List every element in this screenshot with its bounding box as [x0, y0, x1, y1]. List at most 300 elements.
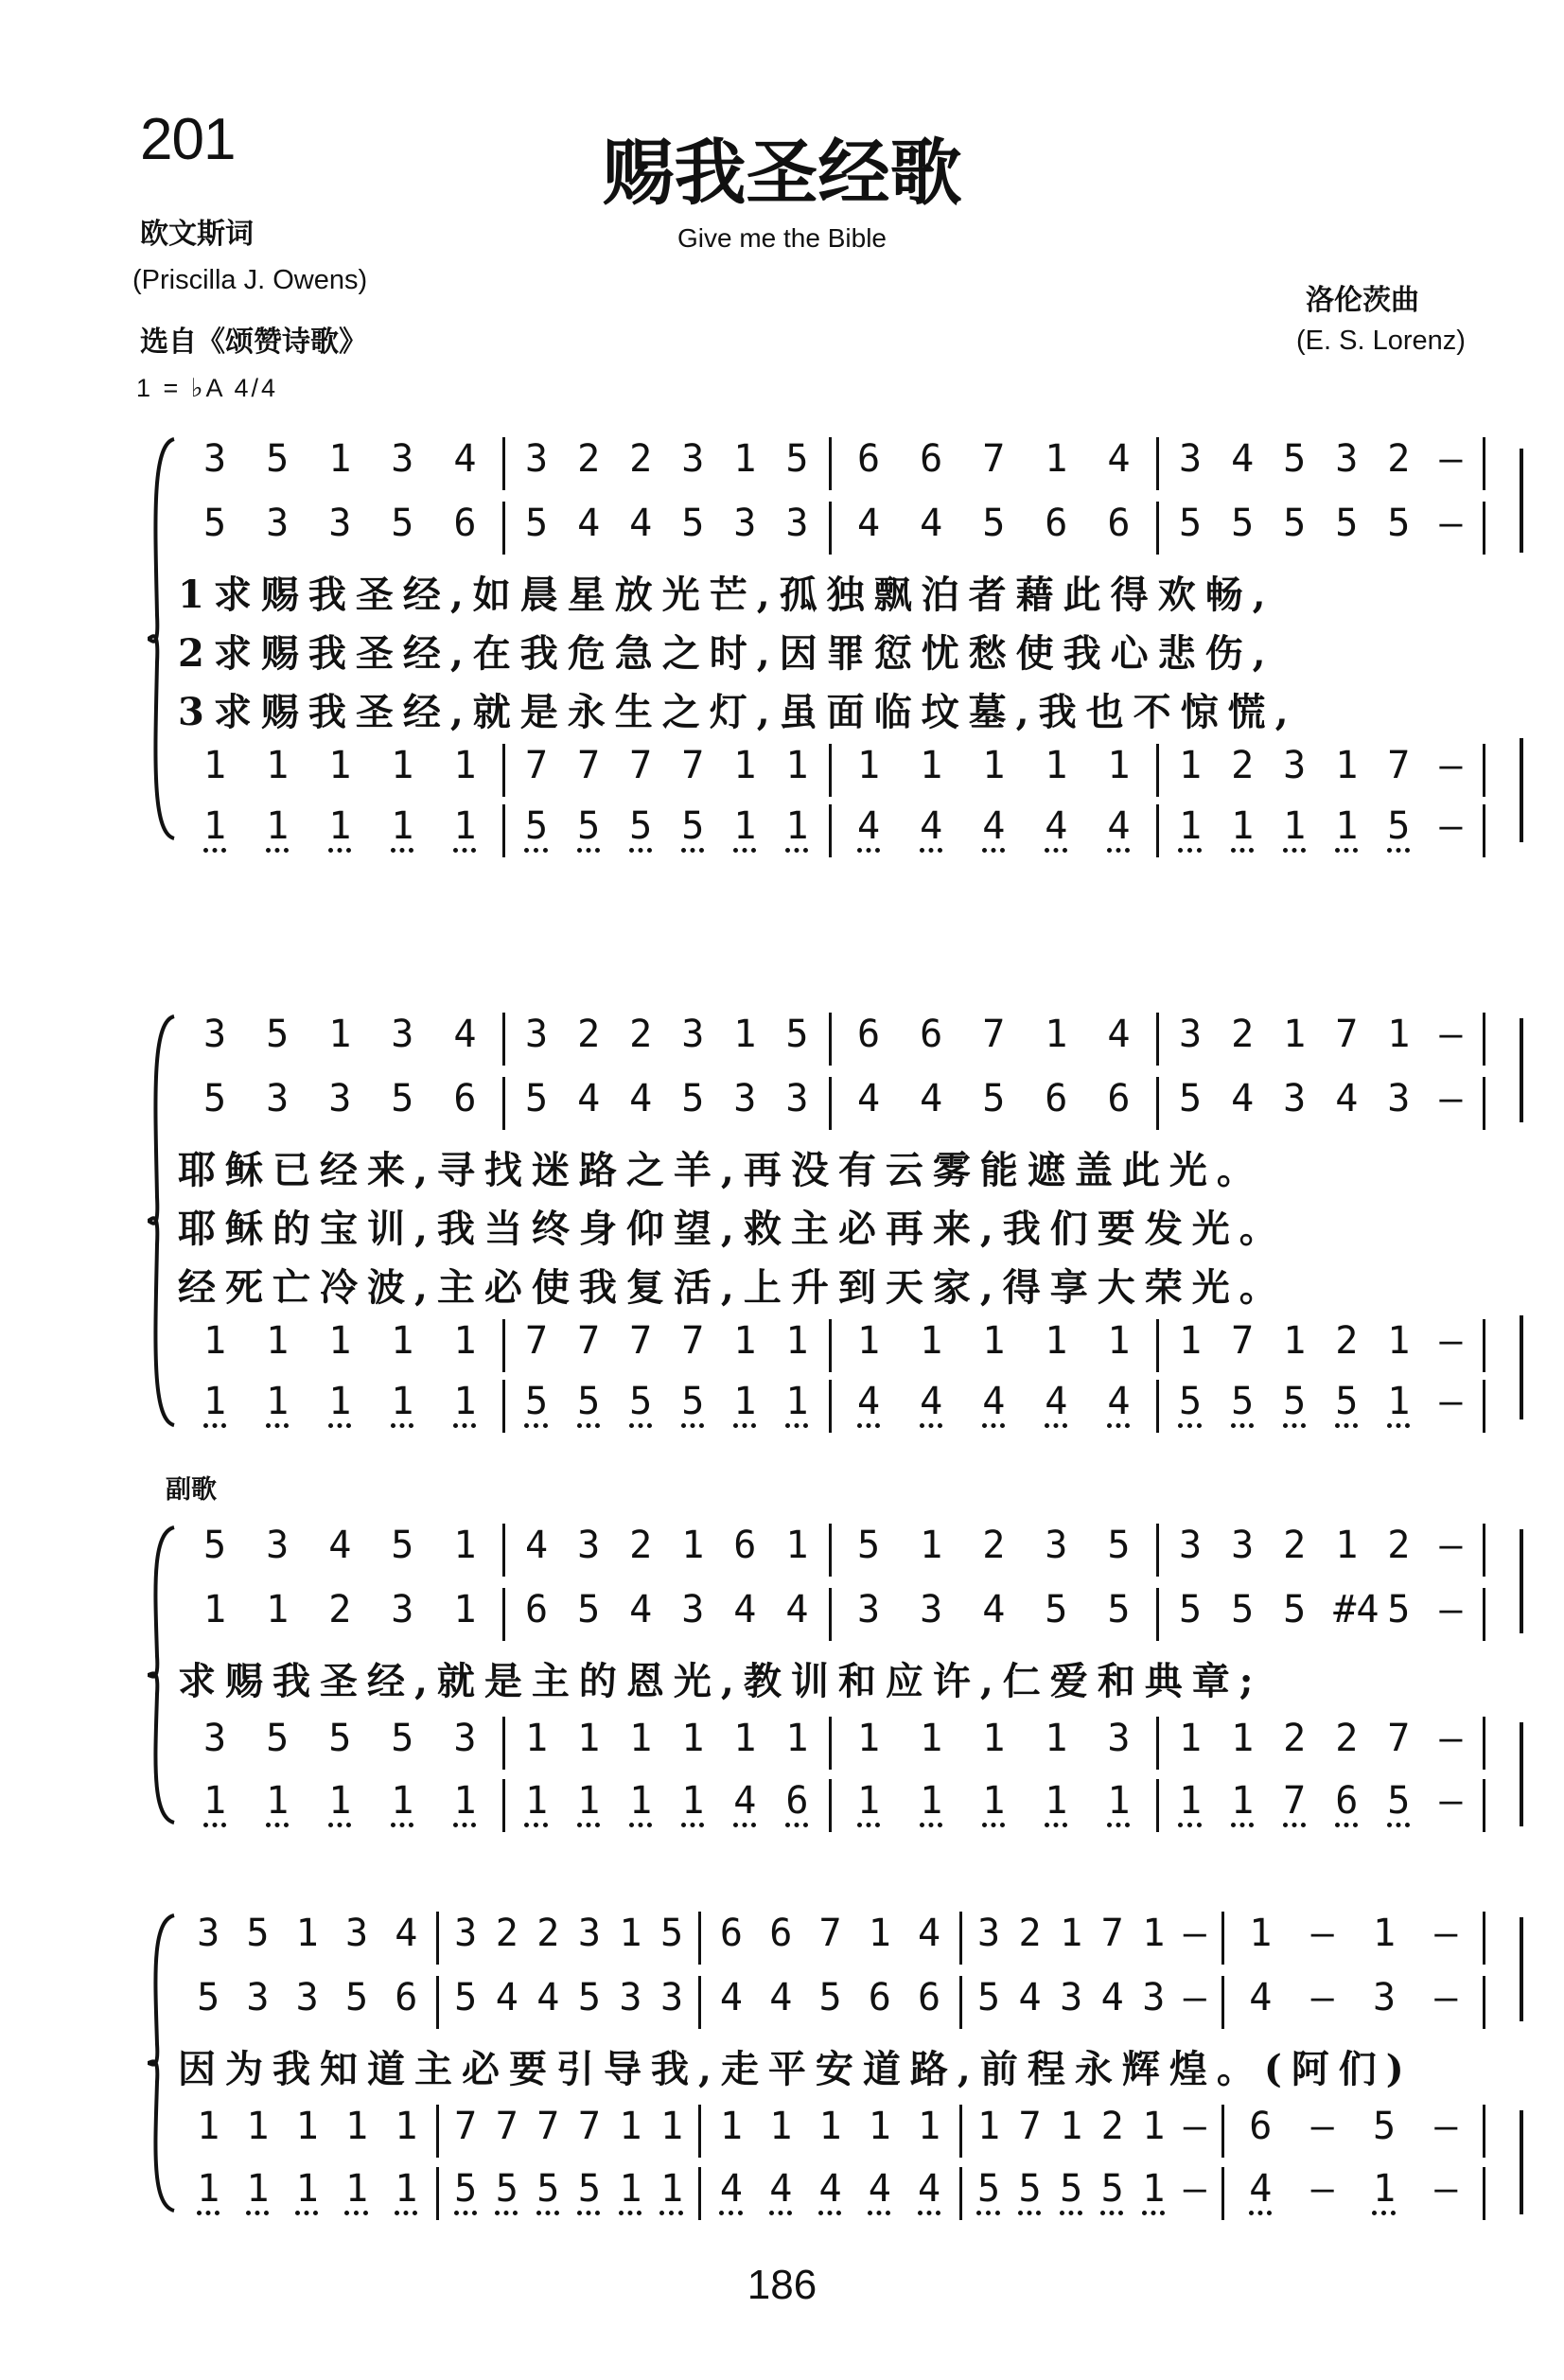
note: 4 [629, 1077, 653, 1120]
note: 3 [328, 1077, 352, 1120]
note: 5 [1283, 437, 1307, 481]
measure [1156, 1717, 1486, 1770]
note: 1 [1387, 1380, 1411, 1423]
lyricist-en: (Priscilla J. Owens) [132, 265, 368, 295]
soprano-staff [178, 1013, 1485, 1071]
note: 1 [203, 1779, 227, 1823]
note: 6 [920, 1013, 943, 1056]
note: 4 [857, 1380, 881, 1423]
note: 1 [1387, 1013, 1411, 1056]
note: 6 [857, 1013, 881, 1056]
bass-staff [178, 2167, 1485, 2226]
note: 7 [629, 744, 653, 787]
note: 5 [391, 502, 414, 545]
note: 5 [266, 1013, 290, 1056]
note: 7 [1231, 1319, 1255, 1363]
note: 1 [857, 1319, 881, 1363]
note: 2 [1283, 1717, 1307, 1760]
note: 1 [453, 1588, 477, 1631]
note: 3 [203, 1717, 227, 1760]
note: 5 [524, 502, 549, 545]
note: 5 [1100, 2167, 1124, 2211]
note: 5 [1018, 2167, 1042, 2211]
note: 1 [818, 2105, 842, 2148]
measure [1221, 2105, 1485, 2158]
note: 3 [454, 1912, 478, 1955]
note: 1 [1107, 1319, 1131, 1363]
note: 5 [577, 1380, 601, 1423]
note: 3 [785, 502, 809, 545]
note: 3 [1372, 1976, 1397, 2019]
note: 5 [1178, 502, 1203, 545]
tenor-staff [178, 1319, 1485, 1378]
measure [698, 2167, 959, 2220]
measure [502, 1319, 830, 1372]
note: 3 [577, 1524, 601, 1567]
note: 5 [524, 1380, 549, 1423]
measure [1156, 1013, 1486, 1066]
note: 7 [524, 1319, 549, 1363]
note: 5 [1283, 1380, 1307, 1423]
note: 3 [857, 1588, 881, 1631]
note: 7 [536, 2105, 560, 2148]
measure [502, 1013, 830, 1066]
note: 5 [1178, 1077, 1203, 1120]
note: 3 [681, 1013, 705, 1056]
note: 6 [1107, 502, 1131, 545]
note: 1 [1178, 744, 1203, 787]
dash: – [1183, 1912, 1206, 1955]
note: 4 [1100, 1976, 1124, 2019]
music-system-1 [142, 426, 1523, 852]
note: 1 [785, 1524, 809, 1567]
final-barline [1520, 2110, 1523, 2214]
note: 5 [1060, 2167, 1083, 2211]
note: 7 [577, 744, 601, 787]
dash: – [1439, 1319, 1463, 1363]
note: 1 [266, 804, 290, 848]
note: 5 [1107, 1524, 1131, 1567]
note: 1 [619, 2105, 642, 2148]
note: 1 [785, 744, 809, 787]
composer: 洛伦茨曲 [1306, 284, 1419, 317]
note: 1 [395, 2105, 418, 2148]
note: 4 [1231, 1077, 1255, 1120]
note: 1 [197, 2167, 220, 2211]
note: 1 [733, 437, 757, 481]
note: 1 [629, 1717, 653, 1760]
note: 4 [920, 502, 943, 545]
note: 4 [769, 1976, 793, 2019]
note: 7 [1387, 1717, 1411, 1760]
note: 3 [733, 1077, 757, 1120]
measure [502, 502, 830, 555]
chorus-label: 副歌 [166, 1475, 217, 1505]
note: 4 [857, 804, 881, 848]
note: 1 [982, 1779, 1006, 1823]
measure [502, 1779, 830, 1832]
hymn-title: 赐我圣经歌 [602, 131, 962, 215]
staff-row [178, 1976, 1485, 2035]
note: 4 [629, 502, 653, 545]
measure [1221, 1976, 1485, 2029]
alto-staff [178, 1077, 1485, 1136]
note: 7 [1283, 1779, 1307, 1823]
dash: – [1439, 1013, 1463, 1056]
measure [178, 744, 502, 797]
note: 5 [391, 1717, 414, 1760]
note: 1 [920, 744, 943, 787]
note: 5 [1178, 1588, 1203, 1631]
staff-row [178, 502, 1485, 560]
note: 1 [246, 2105, 270, 2148]
note: 5 [344, 1976, 369, 2019]
brace-icon [142, 1514, 180, 1836]
note: 4 [1335, 1077, 1359, 1120]
note: 5 [536, 2167, 560, 2211]
note: 4 [857, 502, 881, 545]
measure [698, 2105, 959, 2158]
measure [829, 1077, 1156, 1130]
note: 1 [524, 1717, 549, 1760]
lyric-line-1: 1求赐我圣经,如晨星放光芒,孤独飘泊者藉此得欢畅, [178, 573, 1275, 617]
note: 4 [982, 1380, 1006, 1423]
dash: – [1310, 2167, 1334, 2211]
note: 4 [1107, 804, 1131, 848]
note: 7 [629, 1319, 653, 1363]
note: 4 [785, 1588, 809, 1631]
note: 5 [391, 1524, 414, 1567]
note: 6 [785, 1779, 809, 1823]
lyric-line-2: 耶稣的宝训,我当终身仰望,救主必再来,我们要发光。 [178, 1207, 1287, 1251]
note: 3 [391, 437, 414, 481]
note: 1 [328, 1319, 352, 1363]
note: 3 [266, 1524, 290, 1567]
note: 5 [203, 1077, 227, 1120]
measure [502, 1380, 830, 1433]
note: 3 [328, 502, 352, 545]
note: 3 [391, 1588, 414, 1631]
note: 1 [982, 744, 1006, 787]
note: 1 [868, 2105, 891, 2148]
dash: – [1439, 804, 1463, 848]
note: 5 [629, 1380, 653, 1423]
lyric-line-3: 3求赐我圣经,就是永生之灯,虽面临坟墓,我也不惊慌, [178, 690, 1298, 734]
brace-icon [142, 1902, 180, 2224]
measure [698, 1912, 959, 1965]
measure [502, 744, 830, 797]
note: 1 [1060, 2105, 1083, 2148]
note: 1 [785, 1319, 809, 1363]
note: 4 [1249, 1976, 1273, 2019]
note: 5 [681, 1380, 705, 1423]
note: 5 [197, 1976, 220, 2019]
dash: – [1439, 1524, 1463, 1567]
measure [178, 1319, 502, 1372]
note: 4 [1107, 1380, 1131, 1423]
note: 5 [1387, 502, 1411, 545]
note: 1 [391, 1319, 414, 1363]
measure [502, 1077, 830, 1130]
note: 1 [453, 1524, 477, 1567]
measure [959, 2167, 1221, 2220]
note: 5 [1231, 1588, 1255, 1631]
note: 4 [733, 1779, 757, 1823]
lyric-line-3: 经死亡冷波,主必使我复活,上升到天家,得享大荣光。 [178, 1265, 1287, 1310]
note: 1 [328, 744, 352, 787]
lyric-line-1: 因为我知道主必要引导我,走平安道路,前程永辉煌。(阿们) [178, 2047, 1414, 2091]
note: 1 [920, 1319, 943, 1363]
note: 4 [918, 1912, 941, 1955]
measure [502, 1717, 830, 1770]
note: 5 [577, 2167, 601, 2211]
note: 4 [982, 804, 1006, 848]
soprano-staff [178, 437, 1485, 496]
note: 1 [295, 2105, 319, 2148]
note: 5 [659, 1912, 684, 1955]
note: 1 [857, 744, 881, 787]
dash: – [1310, 1912, 1334, 1955]
note: 5 [681, 1077, 705, 1120]
note: 4 [1045, 804, 1068, 848]
note: 1 [246, 2167, 270, 2211]
bass-staff [178, 804, 1485, 863]
note: 1 [982, 1717, 1006, 1760]
brace-icon [142, 426, 180, 852]
measure [829, 1319, 1156, 1372]
note: 1 [1231, 804, 1255, 848]
note: 1 [1045, 1013, 1068, 1056]
note: 4 [577, 1077, 601, 1120]
note: 3 [1107, 1717, 1131, 1760]
note: 7 [681, 744, 705, 787]
note: 1 [681, 1524, 705, 1567]
note: 3 [1142, 1976, 1166, 2019]
note: 1 [203, 804, 227, 848]
alto-staff [178, 502, 1485, 560]
dash: – [1439, 1588, 1463, 1631]
note: 2 [1335, 1717, 1359, 1760]
tenor-staff [178, 2105, 1485, 2163]
note: 1 [733, 804, 757, 848]
note: 1 [295, 2167, 319, 2211]
note: 5 [454, 2167, 478, 2211]
measure [1156, 1319, 1486, 1372]
note: 5 [1107, 1588, 1131, 1631]
measure [959, 2105, 1221, 2158]
note: 2 [577, 437, 601, 481]
staff-row [178, 804, 1485, 863]
measure [1156, 744, 1486, 797]
note: 5 [1283, 1588, 1307, 1631]
note: 7 [577, 1319, 601, 1363]
note: 5 [818, 1976, 842, 2019]
note: 3 [266, 1077, 290, 1120]
note: 1 [920, 1524, 943, 1567]
note: 7 [818, 1912, 842, 1955]
measure [829, 1779, 1156, 1832]
note: 6 [1045, 1077, 1068, 1120]
staff-row [178, 1380, 1485, 1438]
note: 5 [266, 437, 290, 481]
note: 5 [246, 1912, 270, 1955]
note: 5 [976, 1976, 1001, 2019]
note: 1 [453, 804, 477, 848]
measure [502, 804, 830, 857]
staff-row [178, 2167, 1485, 2226]
note: 1 [391, 744, 414, 787]
measure [698, 1976, 959, 2029]
note: 5 [454, 1976, 478, 2019]
music-system-4 [142, 1902, 1523, 2224]
note: 1 [769, 2105, 793, 2148]
dash: – [1183, 2167, 1206, 2211]
staff-row [178, 1588, 1485, 1647]
note: 7 [1387, 744, 1411, 787]
source: 选自《颂赞诗歌》 [140, 326, 367, 359]
note: 6 [1107, 1077, 1131, 1120]
note: 1 [1178, 1779, 1203, 1823]
note: 3 [1178, 1524, 1203, 1567]
note: 1 [1045, 1779, 1068, 1823]
note: 7 [1335, 1013, 1359, 1056]
final-barline [1520, 449, 1523, 553]
measure [829, 1380, 1156, 1433]
dash: – [1434, 2105, 1458, 2148]
note: 4 [328, 1524, 352, 1567]
note: 1 [577, 1779, 601, 1823]
measure [829, 1717, 1156, 1770]
note: 1 [1060, 1912, 1083, 1955]
note: 1 [1178, 1319, 1203, 1363]
staff-row [178, 1524, 1485, 1582]
note: 5 [495, 2167, 518, 2211]
note: 5 [1387, 1588, 1411, 1631]
measure [178, 1524, 502, 1577]
note: 6 [453, 1077, 477, 1120]
note: 3 [391, 1013, 414, 1056]
note: 1 [344, 2167, 369, 2211]
note: 6 [1045, 502, 1068, 545]
note: 4 [719, 2167, 743, 2211]
note: 1 [733, 1013, 757, 1056]
note: 6 [524, 1588, 549, 1631]
note: 7 [982, 437, 1006, 481]
lyricist: 欧文斯词 [140, 218, 254, 251]
note: 3 [920, 1588, 943, 1631]
note: 6 [1335, 1779, 1359, 1823]
note: 2 [1100, 2105, 1124, 2148]
note: 1 [857, 1717, 881, 1760]
note: 1 [629, 1779, 653, 1823]
measure [178, 502, 502, 555]
alto-staff [178, 1976, 1485, 2035]
note: 3 [246, 1976, 270, 2019]
music-system-3 [142, 1514, 1523, 1836]
note: 4 [1107, 437, 1131, 481]
note: 3 [524, 1013, 549, 1056]
lyric-line-2: 2求赐我圣经,在我危急之时,因罪愆忧愁使我心悲伤, [178, 631, 1275, 676]
note: 4 [857, 1077, 881, 1120]
note: 4 [920, 1380, 943, 1423]
note: 1 [976, 2105, 1001, 2148]
note: 2 [536, 1912, 560, 1955]
measure [1156, 804, 1486, 857]
note: 1 [266, 1319, 290, 1363]
note: 3 [1045, 1524, 1068, 1567]
measure [1156, 1588, 1486, 1641]
note: 1 [1045, 1319, 1068, 1363]
measure [1156, 437, 1486, 490]
staff-row [178, 2105, 1485, 2163]
note: 3 [1283, 1077, 1307, 1120]
note: 3 [1060, 1976, 1083, 2019]
note: 6 [920, 437, 943, 481]
note: 2 [982, 1524, 1006, 1567]
note: 3 [453, 1717, 477, 1760]
note: #4 [1333, 1588, 1379, 1631]
note: 1 [1045, 1717, 1068, 1760]
measure [829, 1524, 1156, 1577]
note: 5 [1283, 502, 1307, 545]
note: 1 [719, 2105, 743, 2148]
note: 6 [857, 437, 881, 481]
note: 5 [1231, 1380, 1255, 1423]
note: 4 [769, 2167, 793, 2211]
note: 3 [266, 502, 290, 545]
note: 1 [659, 2167, 684, 2211]
note: 6 [868, 1976, 891, 2019]
note: 4 [818, 2167, 842, 2211]
note: 1 [681, 1779, 705, 1823]
measure [178, 2105, 436, 2158]
note: 1 [785, 1380, 809, 1423]
note: 1 [733, 1380, 757, 1423]
measure [436, 2167, 697, 2220]
dash: – [1434, 1976, 1458, 2019]
note: 5 [629, 804, 653, 848]
measure [502, 1588, 830, 1641]
note: 2 [1231, 744, 1255, 787]
note: 4 [1045, 1380, 1068, 1423]
measure [178, 1380, 502, 1433]
note: 2 [1018, 1912, 1042, 1955]
note: 1 [453, 1319, 477, 1363]
measure [178, 804, 502, 857]
note: 4 [495, 1976, 518, 2019]
note: 4 [733, 1588, 757, 1631]
dash: – [1439, 1380, 1463, 1423]
note: 7 [454, 2105, 478, 2148]
note: 5 [577, 804, 601, 848]
soprano-staff [178, 1912, 1485, 1970]
note: 2 [1387, 437, 1411, 481]
note: 2 [1335, 1319, 1359, 1363]
tenor-staff [178, 1717, 1485, 1775]
note: 4 [918, 2167, 941, 2211]
page-number: 186 [747, 2262, 817, 2308]
note: 5 [976, 2167, 1001, 2211]
note: 1 [328, 1779, 352, 1823]
note: 2 [1231, 1013, 1255, 1056]
measure [178, 1976, 436, 2029]
note: 1 [1142, 2167, 1166, 2211]
note: 5 [1178, 1380, 1203, 1423]
measure [1156, 1779, 1486, 1832]
measure [178, 1013, 502, 1066]
note: 1 [1107, 744, 1131, 787]
note: 1 [868, 1912, 891, 1955]
